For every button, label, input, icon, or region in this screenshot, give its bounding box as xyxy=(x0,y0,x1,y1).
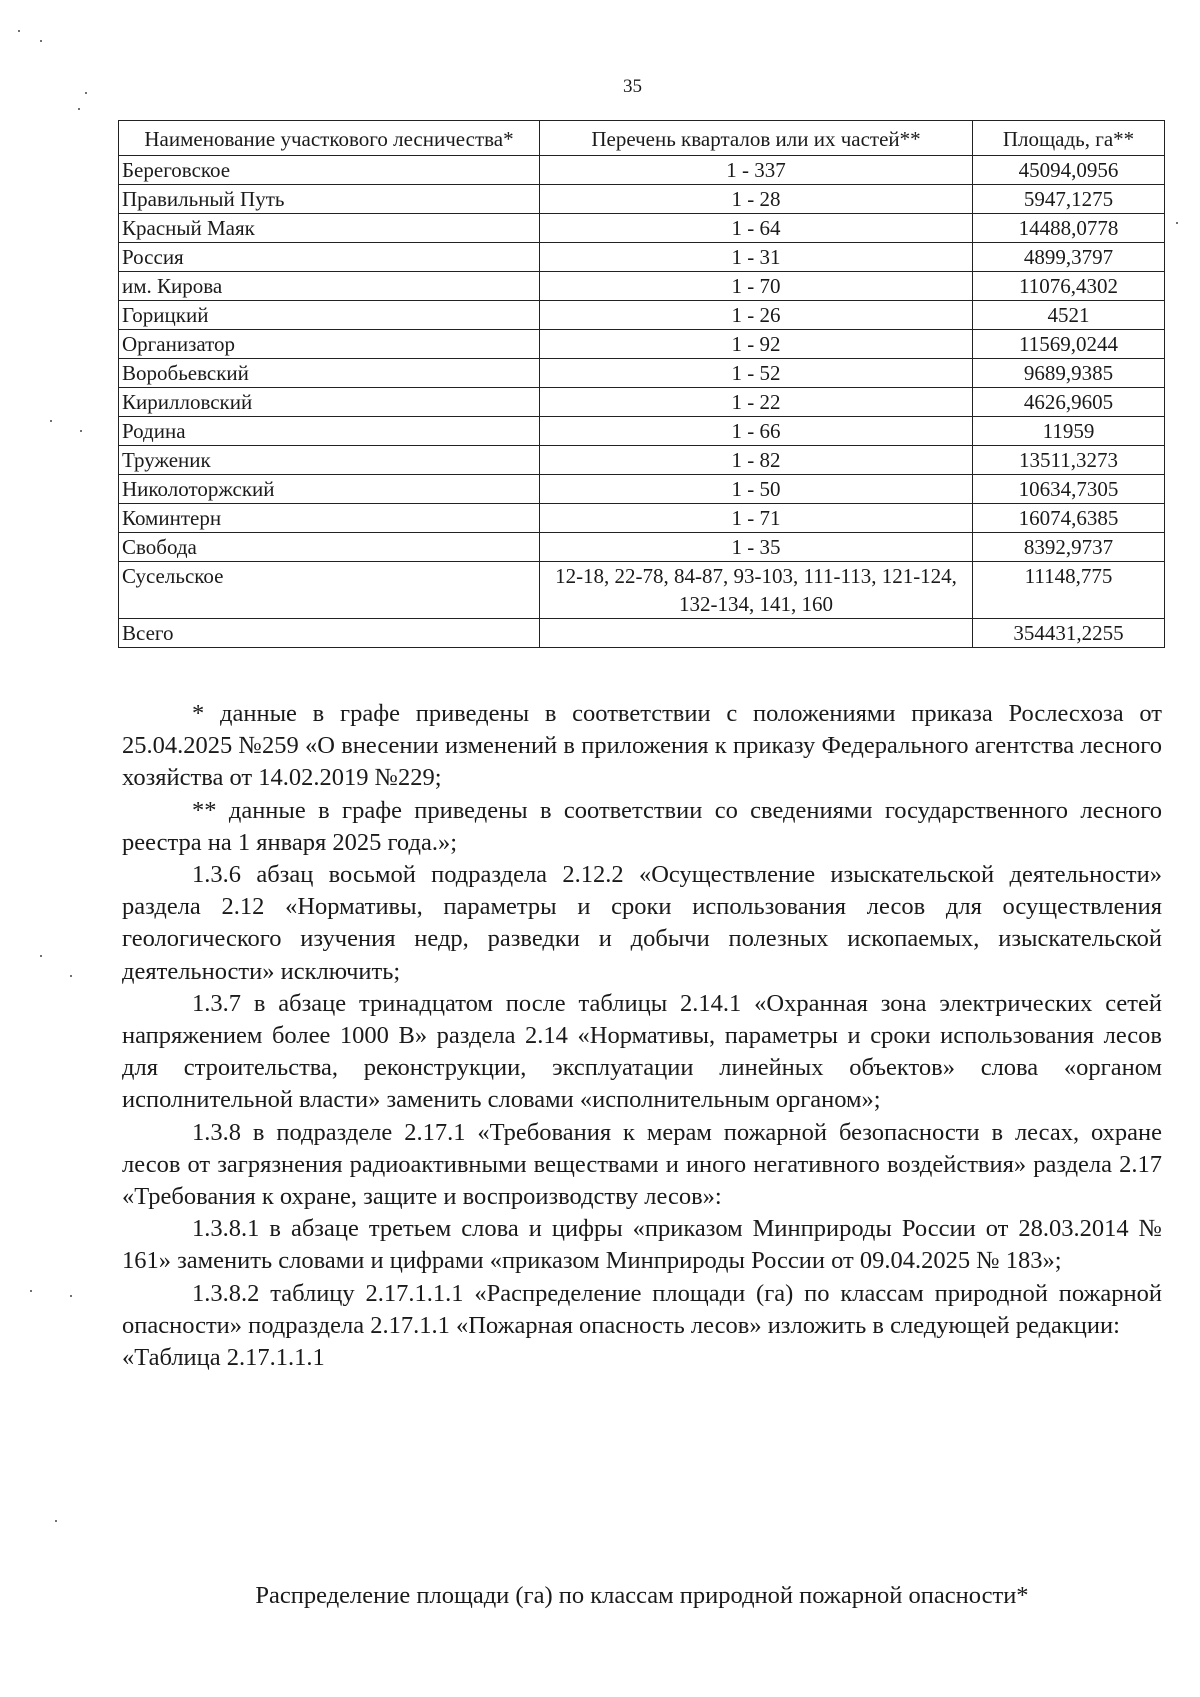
header-area: Площадь, га** xyxy=(973,121,1165,156)
area-cell: 9689,9385 xyxy=(973,359,1165,388)
area-cell: 11569,0244 xyxy=(973,330,1165,359)
quarters-cell: 1 - 64 xyxy=(540,214,973,243)
scan-speck xyxy=(80,430,82,432)
area-cell: 4626,9605 xyxy=(973,388,1165,417)
scan-speck xyxy=(55,1520,57,1522)
table-row xyxy=(119,243,1165,272)
table-row xyxy=(119,330,1165,359)
area-cell: 16074,6385 xyxy=(973,504,1165,533)
area-cell: 11076,4302 xyxy=(973,272,1165,301)
area-cell: 11148,775 xyxy=(973,562,1165,619)
forestry-name-cell: Всего xyxy=(119,619,540,648)
quarters-cell: 12-18, 22-78, 84-87, 93-103, 111-113, 121-124, 132-134, 141, 160 xyxy=(540,562,973,619)
forestry-name-cell: Николоторжский xyxy=(119,475,540,504)
table-row xyxy=(119,504,1165,533)
forestry-name-cell: Организатор xyxy=(119,330,540,359)
forestry-name-cell: Труженик xyxy=(119,446,540,475)
footnote-star: * данные в графе приведены в соответствии с положениями приказа Рослесхоза от 25.04.2025 №259 «О внесении изменений в приложения к приказу Федерального агентства лесного хозяйства от 14.02.2019 №229; xyxy=(122,700,1162,792)
quarters-cell: 1 - 35 xyxy=(540,533,973,562)
area-cell: 5947,1275 xyxy=(973,185,1165,214)
page-number: 35 xyxy=(623,76,642,97)
forestry-name-cell: Кирилловский xyxy=(119,388,540,417)
forestry-table xyxy=(118,120,1165,648)
scan-speck xyxy=(50,420,52,422)
table-row xyxy=(119,214,1165,243)
table-row xyxy=(119,446,1165,475)
header-forestry-name: Наименование участкового лесничества* xyxy=(119,121,540,156)
table-row xyxy=(119,272,1165,301)
table-row xyxy=(119,619,1165,648)
forestry-name-cell: им. Кирова xyxy=(119,272,540,301)
area-cell: 4521 xyxy=(973,301,1165,330)
quarters-cell: 1 - 22 xyxy=(540,388,973,417)
table-row xyxy=(119,417,1165,446)
scan-speck xyxy=(1176,222,1178,224)
quarters-cell: 1 - 70 xyxy=(540,272,973,301)
area-cell: 14488,0778 xyxy=(973,214,1165,243)
area-cell: 8392,9737 xyxy=(973,533,1165,562)
footnote-double-star: ** данные в графе приведены в соответствии со сведениями государственного лесного реестра на 1 января 2025 года.»; xyxy=(122,796,1162,856)
forestry-name-cell: Воробьевский xyxy=(119,359,540,388)
quarters-cell: 1 - 31 xyxy=(540,243,973,272)
scan-speck xyxy=(78,108,80,110)
quarters-cell: 1 - 50 xyxy=(540,475,973,504)
area-cell: 11959 xyxy=(973,417,1165,446)
table-row xyxy=(119,475,1165,504)
forestry-name-cell: Свобода xyxy=(119,533,540,562)
forestry-name-cell: Береговское xyxy=(119,156,540,185)
document-body xyxy=(122,698,1162,1374)
forestry-name-cell: Коминтерн xyxy=(119,504,540,533)
quarters-cell: 1 - 28 xyxy=(540,185,973,214)
table-header-row xyxy=(119,121,1165,156)
forestry-name-cell: Горицкий xyxy=(119,301,540,330)
forestry-name-cell: Родина xyxy=(119,417,540,446)
quarters-cell: 1 - 71 xyxy=(540,504,973,533)
quarters-cell: 1 - 337 xyxy=(540,156,973,185)
scan-speck xyxy=(40,40,42,42)
quarters-cell: 1 - 52 xyxy=(540,359,973,388)
scan-speck xyxy=(70,1295,72,1297)
scan-speck xyxy=(18,30,20,32)
area-cell: 4899,3797 xyxy=(973,243,1165,272)
scan-speck xyxy=(85,92,87,94)
scan-speck xyxy=(30,1290,32,1292)
quarters-cell: 1 - 82 xyxy=(540,446,973,475)
table-row xyxy=(119,156,1165,185)
scan-speck xyxy=(40,955,42,957)
clause-1-3-7: 1.3.7 в абзаце тринадцатом после таблицы 2.14.1 «Охранная зона электрических сетей напряжением более 1000 В» раздела 2.14 «Нормативы, параметры и сроки использования лесов для строительства, реконструкции, эксплуатации линейных объектов» слова «органом исполнительной власти» заменить словами «исполнительным органом»; xyxy=(122,989,1162,1114)
forestry-name-cell: Правильный Путь xyxy=(119,185,540,214)
forestry-name-cell: Красный Маяк xyxy=(119,214,540,243)
table-row xyxy=(119,388,1165,417)
clause-1-3-8: 1.3.8 в подразделе 2.17.1 «Требования к мерам пожарной безопасности в лесах, охране лесов от загрязнения радиоактивными веществами и иного негативного воздействия» раздела 2.17 «Требования к охране, защите и воспроизводству лесов»: xyxy=(122,1118,1162,1211)
table-row xyxy=(119,301,1165,330)
table-row xyxy=(119,533,1165,562)
table-row xyxy=(119,185,1165,214)
area-cell: 354431,2255 xyxy=(973,619,1165,648)
forestry-name-cell: Сусельское xyxy=(119,562,540,619)
quarters-cell: 1 - 66 xyxy=(540,417,973,446)
quarters-cell: 1 - 26 xyxy=(540,301,973,330)
table-label: «Таблица 2.17.1.1.1 xyxy=(122,1344,325,1372)
header-quarters: Перечень кварталов или их частей** xyxy=(540,121,973,156)
clause-1-3-8-2: 1.3.8.2 таблицу 2.17.1.1.1 «Распределение площади (га) по классам природной пожарной опасности» подраздела 2.17.1.1 «Пожарная опасность лесов» изложить в следующей редакции: xyxy=(122,1279,1162,1339)
quarters-cell xyxy=(540,619,973,648)
forestry-name-cell: Россия xyxy=(119,243,540,272)
table-body xyxy=(119,156,1165,648)
table-row xyxy=(119,359,1165,388)
area-cell: 10634,7305 xyxy=(973,475,1165,504)
area-cell: 13511,3273 xyxy=(973,446,1165,475)
scan-speck xyxy=(70,975,72,977)
clause-1-3-6: 1.3.6 абзац восьмой подраздела 2.12.2 «Осуществление изыскательской деятельности» раздела 2.12 «Нормативы, параметры и сроки использования лесов для осуществления геологического изучения недр, разведки и добычи полезных ископаемых, изыскательской деятельности» исключить; xyxy=(122,861,1162,985)
next-table-caption: Распределение площади (га) по классам природной пожарной опасности* xyxy=(255,1582,1029,1609)
table-row xyxy=(119,562,1165,619)
quarters-cell: 1 - 92 xyxy=(540,330,973,359)
clause-1-3-8-1: 1.3.8.1 в абзаце третьем слова и цифры «приказом Минприроды России от 28.03.2014 № 161» заменить словами и цифрами «приказом Минприроды России от 09.04.2025 № 183»; xyxy=(122,1215,1162,1275)
area-cell: 45094,0956 xyxy=(973,156,1165,185)
